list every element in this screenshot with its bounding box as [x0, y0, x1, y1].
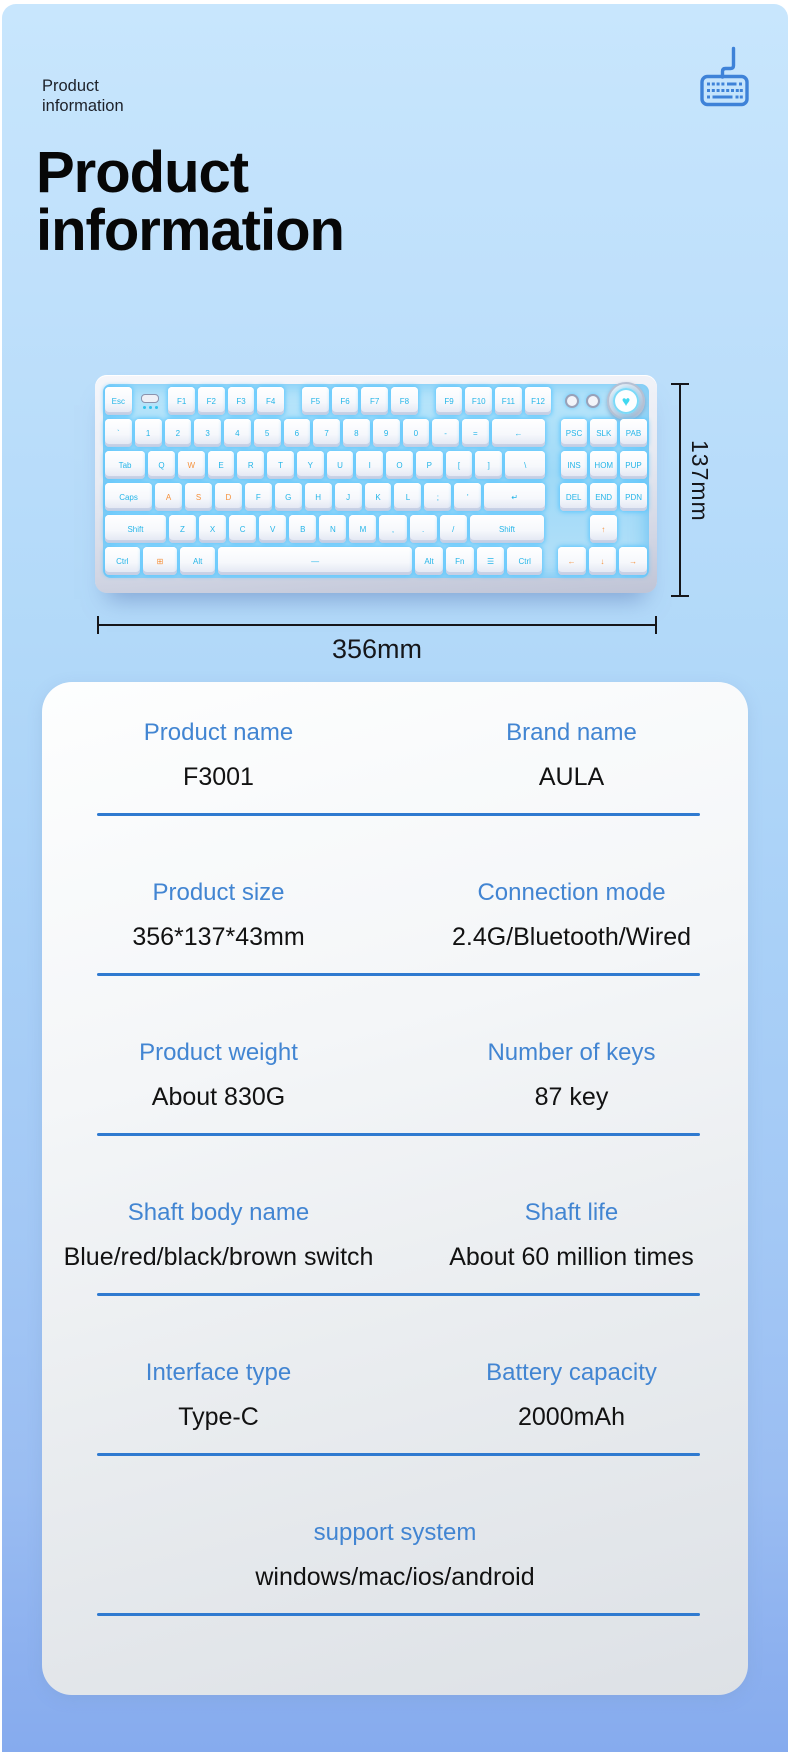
spec-value: 2000mAh — [517, 1403, 626, 1431]
height-dimension-line — [679, 383, 681, 597]
spec-row — [42, 1038, 748, 1113]
keyboard-key: ⊞ — [143, 547, 178, 575]
keyboard-key: \ — [505, 451, 545, 479]
keyboard-key: 1 — [135, 419, 162, 447]
keyboard-key: F10 — [465, 387, 492, 415]
keyboard-key: END — [590, 483, 617, 511]
keyboard-key: F11 — [495, 387, 522, 415]
spec-cell — [395, 1038, 748, 1113]
keyboard-key: Shift — [470, 515, 544, 543]
keyboard-key: J — [335, 483, 362, 511]
keyboard-key: Alt — [180, 547, 215, 575]
spec-value: F3001 — [183, 763, 254, 791]
keyboard-key: — — [218, 547, 412, 575]
keyboard-spacer — [620, 515, 647, 543]
spec-cell — [395, 718, 748, 793]
keyboard-product-image — [95, 375, 657, 593]
spec-divider — [97, 1293, 700, 1296]
keyboard-key: 6 — [284, 419, 311, 447]
spec-label: Shaft body name — [127, 1199, 310, 1226]
spec-row — [42, 1198, 748, 1273]
spec-label: Battery capacity — [486, 1359, 657, 1386]
brand-logo-icon: ♥ — [613, 388, 639, 414]
spec-label: Product weight — [139, 1039, 298, 1066]
spec-row — [42, 718, 748, 793]
keyboard-key: A — [155, 483, 182, 511]
keyboard-key: Ctrl — [105, 547, 140, 575]
keyboard-key: 3 — [194, 419, 221, 447]
keyboard-key: F9 — [436, 387, 463, 415]
keyboard-key: Ctrl — [507, 547, 542, 575]
keyboard-key: Y — [297, 451, 324, 479]
spec-cell — [42, 1038, 395, 1113]
spec-row-support — [42, 1518, 748, 1593]
keyboard-key: K — [365, 483, 392, 511]
keyboard-key: ← — [492, 419, 546, 447]
height-dimension-label: 137mm — [687, 440, 713, 522]
eyebrow-label: Product information — [42, 77, 124, 115]
keyboard-key: ← — [558, 547, 586, 575]
keyboard-key: F8 — [391, 387, 418, 415]
keyboard-key: ; — [424, 483, 451, 511]
spec-value: 356*137*43mm — [132, 923, 305, 951]
spec-cell — [42, 878, 395, 953]
keyboard-spacer — [545, 547, 555, 575]
keyboard-spacer — [560, 515, 587, 543]
keyboard-key: E — [208, 451, 235, 479]
keyboard-spacer — [421, 387, 433, 415]
keyboard-key: X — [199, 515, 226, 543]
keyboard-key: 9 — [373, 419, 400, 447]
spec-cell — [42, 1198, 395, 1273]
spec-label: Number of keys — [487, 1039, 656, 1066]
spec-cell — [395, 1358, 748, 1433]
keyboard-key: Caps — [105, 483, 152, 511]
width-dimension-line — [97, 624, 657, 626]
keyboard-key: ☰ — [477, 547, 505, 575]
keyboard-key: - — [432, 419, 459, 447]
spec-value: Blue/red/black/brown switch — [63, 1243, 374, 1271]
keyboard-key: L — [394, 483, 421, 511]
keyboard-key: F3 — [228, 387, 255, 415]
keyboard-key: , — [379, 515, 406, 543]
keyboard-key: I — [356, 451, 383, 479]
spec-row — [42, 878, 748, 953]
spec-cell — [395, 878, 748, 953]
width-dimension-label: 356mm — [331, 634, 423, 664]
keyboard-key: F5 — [302, 387, 329, 415]
media-button — [586, 394, 600, 408]
keyboard-key: [ — [446, 451, 473, 479]
spec-divider — [97, 973, 700, 976]
spec-divider — [97, 1453, 700, 1456]
keyboard-key: F4 — [257, 387, 284, 415]
specs-card — [42, 682, 748, 1695]
keyboard-key: C — [229, 515, 256, 543]
keyboard-key: F2 — [198, 387, 225, 415]
spec-value: Type-C — [178, 1403, 259, 1431]
keyboard-key: ` — [105, 419, 132, 447]
spec-value: AULA — [538, 763, 605, 791]
keyboard-key: DEL — [560, 483, 587, 511]
page-title: Product information — [36, 140, 344, 263]
keyboard-key: U — [327, 451, 354, 479]
spec-cell — [395, 1198, 748, 1273]
keyboard-key: T — [267, 451, 294, 479]
keyboard-key: . — [410, 515, 437, 543]
keyboard-key: D — [215, 483, 242, 511]
keyboard-key: 8 — [343, 419, 370, 447]
keyboard-key: S — [185, 483, 212, 511]
keyboard-key: V — [259, 515, 286, 543]
keyboard-key: F6 — [332, 387, 359, 415]
media-cluster — [554, 387, 647, 415]
spec-label: Product size — [152, 879, 285, 906]
keyboard-key: M — [349, 515, 376, 543]
keyboard-key: N — [319, 515, 346, 543]
keyboard-key: Fn — [446, 547, 474, 575]
keyboard-key: R — [237, 451, 264, 479]
spec-value: 2.4G/Bluetooth/Wired — [451, 923, 691, 951]
keyboard-key: ↑ — [590, 515, 617, 543]
keyboard-key: HOM — [590, 451, 617, 479]
keyboard-key: F1 — [168, 387, 195, 415]
spec-label: Product name — [143, 719, 294, 746]
keyboard-key: Alt — [415, 547, 443, 575]
keyboard-key: PUP — [620, 451, 647, 479]
spec-row — [42, 1358, 748, 1433]
spec-divider — [97, 1133, 700, 1136]
spec-label: Interface type — [145, 1359, 292, 1386]
keyboard-key: G — [275, 483, 302, 511]
keyboard-plate — [103, 384, 649, 578]
spec-cell — [42, 1358, 395, 1433]
keyboard-key: P — [416, 451, 443, 479]
keyboard-key: → — [619, 547, 647, 575]
spec-divider — [97, 813, 700, 816]
keyboard-key: INS — [561, 451, 588, 479]
spec-cell — [42, 718, 395, 793]
spec-label: Connection mode — [477, 879, 666, 906]
keyboard-key: 0 — [403, 419, 430, 447]
keyboard-key: ↵ — [484, 483, 545, 511]
keyboard-spacer — [548, 419, 557, 447]
keyboard-key: 4 — [224, 419, 251, 447]
keyboard-key: ] — [475, 451, 502, 479]
media-button — [565, 394, 579, 408]
keyboard-key: = — [462, 419, 489, 447]
keyboard-row — [105, 451, 647, 479]
keyboard-row — [105, 387, 647, 415]
keyboard-key: PAB — [620, 419, 647, 447]
keyboard-key: 7 — [313, 419, 340, 447]
keyboard-key: SLK — [590, 419, 617, 447]
keyboard-key: B — [289, 515, 316, 543]
keyboard-row — [105, 515, 647, 543]
keyboard-key: PSC — [561, 419, 588, 447]
spec-label: Shaft life — [524, 1199, 619, 1226]
spec-value: 87 key — [534, 1083, 609, 1111]
keyboard-key: Shift — [105, 515, 166, 543]
indicator-lights — [135, 387, 166, 415]
keyboard-icon — [700, 46, 750, 108]
keyboard-key: Esc — [105, 387, 132, 415]
spec-value: windows/mac/ios/android — [255, 1563, 535, 1591]
keyboard-row — [105, 419, 647, 447]
spec-cell — [42, 1518, 748, 1593]
keyboard-key: F12 — [525, 387, 552, 415]
keyboard-spacer — [548, 483, 557, 511]
keyboard-key: F — [245, 483, 272, 511]
keyboard-key: ' — [454, 483, 481, 511]
keyboard-key: 2 — [165, 419, 192, 447]
keyboard-key: PDN — [620, 483, 647, 511]
spec-label: Brand name — [506, 719, 637, 746]
keyboard-spacer — [287, 387, 299, 415]
spec-divider — [97, 1613, 700, 1616]
keyboard-key: Tab — [105, 451, 145, 479]
keyboard-key: ↓ — [589, 547, 617, 575]
keyboard-row — [105, 483, 647, 511]
keyboard-spacer — [548, 451, 557, 479]
keyboard-key: / — [440, 515, 467, 543]
keyboard-key: Z — [169, 515, 196, 543]
spec-label: support system — [313, 1519, 477, 1546]
keyboard-spacer — [547, 515, 556, 543]
keyboard-row — [105, 547, 647, 575]
keyboard-key: H — [305, 483, 332, 511]
keyboard-key: 5 — [254, 419, 281, 447]
keyboard-key: W — [178, 451, 205, 479]
volume-knob — [607, 382, 645, 420]
spec-value: About 60 million times — [449, 1243, 694, 1271]
power-switch — [141, 394, 159, 403]
indicator-dots — [143, 406, 158, 409]
spec-value: About 830G — [151, 1083, 286, 1111]
keyboard-key: F7 — [361, 387, 388, 415]
keyboard-key: O — [386, 451, 413, 479]
keyboard-key: Q — [148, 451, 175, 479]
